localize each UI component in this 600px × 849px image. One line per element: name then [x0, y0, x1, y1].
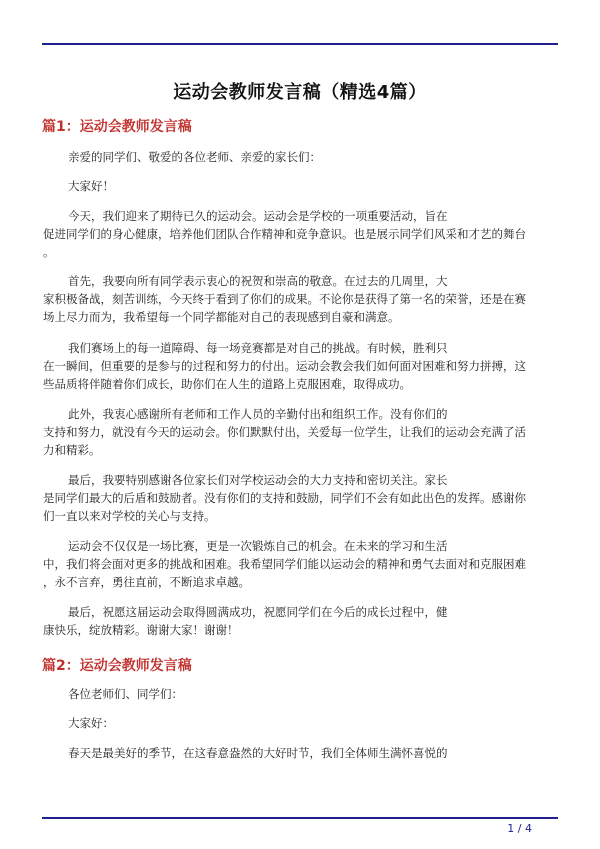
top-rule	[42, 43, 558, 45]
section-1-paragraph-5: 最后，我要特别感谢各位家长们对学校运动会的大力支持和密切关注。家长 是同学们最大的后盾和鼓励者。没有你们的支持和鼓励，同学们不会有如此出色的发挥。感谢你 们一直以来对学校的关心与支持。	[43, 473, 526, 523]
section-1-paragraph-4: 此外，我衷心感谢所有老师和工作人员的辛勤付出和组织工作。没有你们的 支持和努力，就没有今天的运动会。你们默默付出，关爱每一位学生，让我们的运动会充满了活 力和精彩。	[43, 407, 526, 457]
section-2-salutation: 各位老师们、同学们：	[68, 687, 183, 701]
section-1-paragraph-2: 首先，我要向所有同学表示衷心的祝贺和崇高的敬意。在过去的几周里，大 家积极备战，刻苦训练，今天终于看到了你们的成果。不论你是获得了第一名的荣誉，还是在赛 场上尽力而为，我希望每一个同学都能对自己的表现感到自豪和满意。	[43, 274, 526, 324]
bottom-rule	[42, 817, 558, 819]
section-1-paragraph-3: 我们赛场上的每一道障碍、每一场竞赛都是对自己的挑战。有时候，胜利只 在一瞬间，但重要的是参与的过程和努力的付出。运动会教会我们如何面对困难和努力拼搏，这 些品质将伴随着你们成长，助你们在人生的道路上克服困难，取得成功。	[43, 341, 526, 391]
section-1-salutation: 亲爱的同学们、敬爱的各位老师、亲爱的家长们：	[68, 150, 321, 164]
section-1-paragraph-7: 最后，祝愿这届运动会取得圆满成功，祝愿同学们在今后的成长过程中，健 康快乐，绽放精彩。谢谢大家！谢谢！	[43, 605, 448, 637]
section-1-paragraph-6: 运动会不仅仅是一场比赛，更是一次锻炼自己的机会。在未来的学习和生活 中，我们将会面对更多的挑战和困难。我希望同学们能以运动会的精神和勇气去面对和克服困难 ，永不言弃，勇往直前，不断追求卓越。	[43, 539, 526, 589]
document-title: 运动会教师发言稿（精选4篇）	[173, 82, 427, 103]
section-1-greeting: 大家好！	[68, 179, 114, 193]
section-2-greeting: 大家好：	[68, 716, 114, 730]
section-2-paragraph-1: 春天是最美好的季节，在这春意盎然的大好时节，我们全体师生满怀喜悦的	[68, 746, 448, 760]
section-2-heading: 篇2：运动会教师发言稿	[42, 658, 192, 674]
section-1-paragraph-1: 今天，我们迎来了期待已久的运动会。运动会是学校的一项重要活动，旨在 促进同学们的身心健康，培养他们团队合作精神和竞争意识。也是展示同学们风采和才艺的舞台 。	[43, 209, 526, 259]
section-1-heading: 篇1：运动会教师发言稿	[42, 119, 192, 135]
page-number: 1 / 4	[507, 822, 532, 835]
